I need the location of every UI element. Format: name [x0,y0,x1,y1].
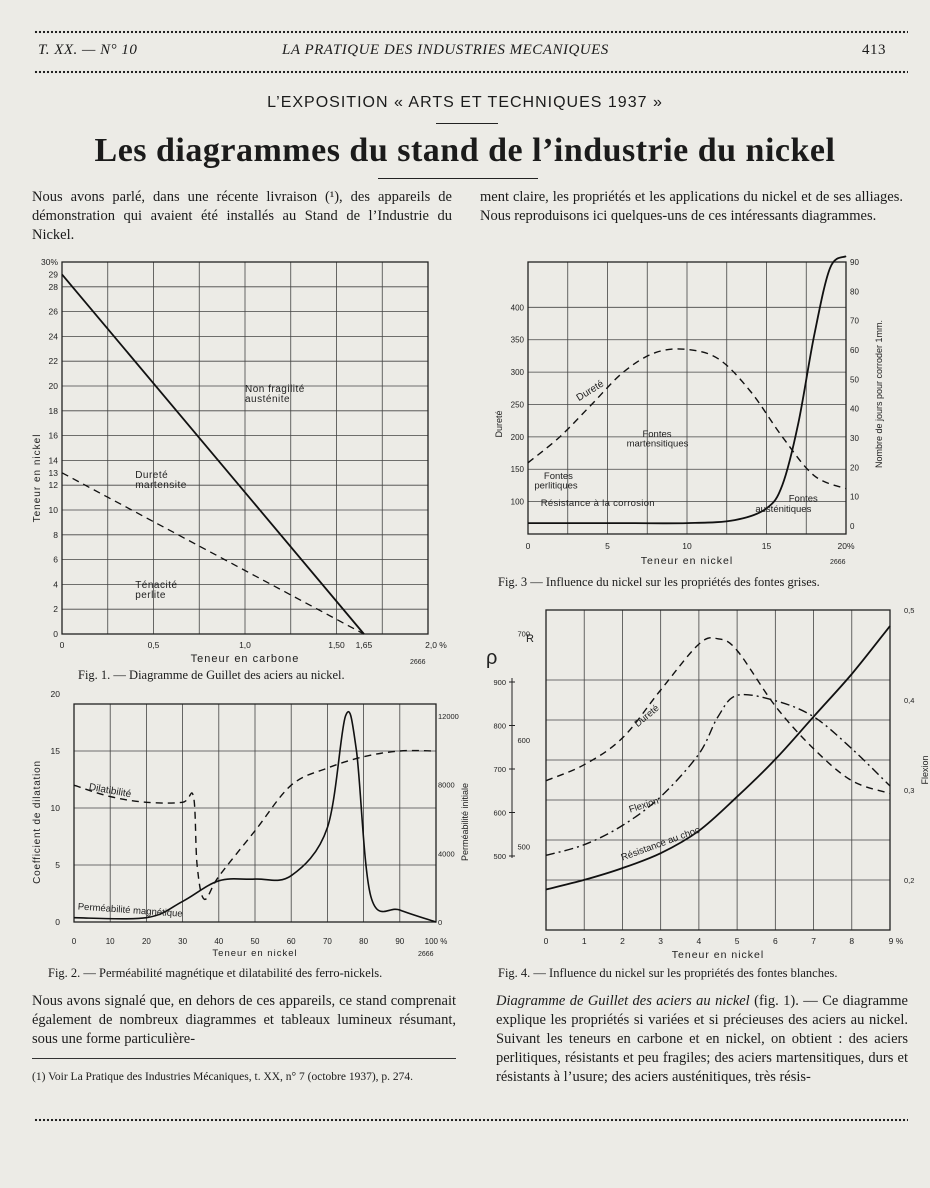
fig3-xtick-label: 10 [682,541,692,551]
fig1-xtick-label: 1,0 [239,640,251,650]
fig2-xtick-label: 80 [359,937,369,946]
footnote-rule [32,1058,456,1059]
fig1-xlabel: Teneur en carbone [190,653,300,665]
fig3-region-label: martensitiques [626,438,689,450]
fig4-frame [546,610,890,930]
fig3-chart [490,254,910,574]
article-kicker: L’EXPOSITION « ARTS ET TECHNIQUES 1937 » [267,94,663,111]
bottom-dotted-rule [34,1118,908,1122]
fig2-series-label: Perméabilité magnétique [77,901,184,920]
fig4-axis-rho-tick: 500 [493,852,506,861]
fig3-yleft-tick: 400 [510,303,524,313]
fig3-yright-tick: 30 [850,434,859,443]
fig1-region-label: perlite [135,590,166,602]
fig2-ylabel-left: Coefficient de dilatation [32,760,43,884]
fig1-region-label: Non fragilité [245,384,305,396]
fig2-xtick-label: 10 [105,937,115,946]
fig3-yright-tick: 50 [850,375,859,385]
fig4-xtick-label: 3 [658,936,664,946]
fig2-xtick-label: 40 [214,937,224,946]
fig2-xtick-label: 30 [178,937,188,946]
fig4-caption: Fig. 4. — Influence du nickel sur les propriétés des fontes blanches. [498,966,838,980]
fig2-xtick-label: 0 [71,937,77,946]
intro-right: ment claire, les propriétés et les applications du nickel et de ses alliages. Nous reproduisons ici quelques-uns de ces intéressants diagrammes. [480,189,903,224]
fig3-xlabel: Teneur en nickel [640,555,734,567]
fig1-ytick-label: 0 [53,629,58,639]
fig3-xtick-label: 15 [761,541,772,551]
fig3-yleft-tick: 150 [510,465,524,475]
fig2-yleft-tick: 0 [55,917,60,927]
fig2-yright-tick: 4000 [438,849,455,859]
fig2-chart [28,689,470,960]
fig3-yright-tick: 80 [850,287,859,297]
intro-left: Nous avons parlé, dans une récente livraison (¹), des appareils de démonstration qui avaient été installés au Stand de l’Industrie du Nickel. [32,189,452,243]
fig4-series-label: Résistance au choc [619,824,702,864]
fig2-ylabel-right: Perméabilité initiale [460,782,470,862]
fig4-axis-R-tick: 500 [517,842,530,852]
fig2-xlabel: Teneur en nickel [212,948,298,959]
fig3-caption: Fig. 3 — Influence du nickel sur les propriétés des fontes grises. [498,575,820,589]
fig4-xtick-label: 1 [581,936,587,946]
fig3-yleft-tick: 250 [510,400,524,410]
fig4-xtick-label: 4 [696,936,702,946]
fig4-series-1 [546,695,890,856]
title-underline [378,178,538,179]
kicker-rule [436,123,498,124]
fig2-xtick-label: 90 [395,937,405,946]
fig2-xtick-label: 60 [286,937,296,946]
fig3-yright-tick: 0 [850,522,855,531]
fig3-mark: 2666 [830,559,846,566]
header-journal: LA PRATIQUE DES INDUSTRIES MECANIQUES [282,42,609,58]
fig1-ytick-label: 4 [53,579,58,590]
fig2-yright-tick: 0 [438,918,443,927]
fig3-xtick-label: 5 [605,541,610,551]
fig4-xtick-label: 8 [849,936,855,946]
fig3-xtick-label: 20% [837,541,855,551]
fig1-xtick-label: 1,65 [355,640,373,650]
fig4-series-2 [546,626,890,890]
fig4-xtick-label: 7 [811,936,816,946]
body-right-heading: Diagramme de Guillet des aciers au nickel [496,993,750,1009]
fig1-ytick-label: 18 [48,405,58,416]
fig1-series-0 [62,274,364,634]
footnote: (1) Voir La Pratique des Industries Mécaniques, t. XX, n° 7 (octobre 1937), p. 274. [32,1071,414,1083]
fig1-ylabel: Teneur en nickel [32,433,43,523]
fig2-xtick-label: 100 % [424,937,448,946]
header-page: 413 [862,42,886,58]
fig3-yleft-tick: 300 [510,368,524,378]
fig4-axis-R-tick: 700 [517,629,530,639]
fig4-series-label: Flexion [627,795,661,816]
fig3-yright-tick: 40 [850,404,859,414]
fig1-ytick-label: 13 [48,467,58,478]
body-left: Nous avons signalé que, en dehors de ces appareils, ce stand comprenait également de nombreux diagrammes et tableaux lumineux résumant, sous une forme particulière- [32,993,456,1047]
fig2-xtick-label: 50 [250,937,260,946]
fig4-series-label: Dureté [632,702,662,730]
fig2-yleft-tick: 15 [50,746,60,756]
fig1-caption: Fig. 1. — Diagramme de Guillet des aciers au nickel. [78,668,345,682]
fig1-ytick-label: 22 [48,356,58,367]
fig2-yleft-tick: 5 [55,860,60,870]
fig2-series-label: Dilatibilité [87,781,133,801]
body-right-text: Ce diagramme explique les propriétés si variées et si précieuses des aciers au nickel. Suivant les teneurs en carbone et en nickel, on obtient : des aciers perlitiques, résistants et peu fragiles; des aciers martensitiques, durs et résistants à l’usure; des aciers austénitiques, très résis- [496,993,908,1085]
fig3-region-label: austénitiques [755,503,812,515]
fig3-yright-tick: 20 [850,463,859,473]
fig1-xtick-label: 1,50 [328,640,345,650]
fig1-ytick-label: 30% [40,257,58,267]
fig1-xtick-label: 0,5 [147,640,160,650]
fig4-xtick-label: 2 [620,936,625,946]
fig4-xtick-label: 6 [772,936,778,946]
fig1-ytick-label: 29 [48,269,58,280]
fig1-ytick-label: 20 [48,381,58,391]
fig2-yleft-tick: 20 [50,689,60,699]
fig4-xtick-label: 5 [734,936,740,946]
fig3-series-label: Résistance à la corrosion [540,498,655,510]
fig2-xtick-label: 70 [322,937,332,946]
fig3-ylabel-left: Dureté [494,410,504,438]
fig3-yright-tick: 70 [850,316,859,326]
fig1-ytick-label: 26 [48,306,58,317]
fig1-ytick-label: 14 [48,455,58,466]
fig1-xtick-label: 2,0 % [425,640,447,650]
fig2-xtick-label: 20 [141,937,151,946]
fig1-series-1 [62,473,364,634]
fig3-yright-tick: 60 [850,346,859,355]
fig3-xtick-label: 0 [525,541,531,551]
fig4-axis-rho-tick: 900 [493,678,506,687]
fig3-region-label: Fontes [788,493,818,505]
fig3-series-label: Dureté [574,378,606,404]
fig3-yleft-tick: 100 [510,497,524,507]
fig2-yright-tick: 12000 [438,712,459,721]
fig2-yleft-tick: 10 [50,803,60,813]
fig1-ytick-label: 2 [53,604,58,615]
fig4-axis-rho-tick: 600 [493,808,506,818]
fig4-axis-rho-label: ρ [486,647,498,669]
fig1-mark: 2666 [410,659,426,666]
fig1-ytick-label: 6 [53,554,58,565]
fig1-ytick-label: 12 [48,480,58,491]
fig1-region-label: Ténacité [135,580,178,592]
fig4-axis-R-tick: 600 [517,736,530,745]
fig1-region-label: martensite [135,479,187,491]
fig4-axis-flexion-label: Flexion [920,755,930,785]
fig3-yright-tick: 10 [850,492,859,502]
fig2-yright-tick: 8000 [438,780,455,790]
header-volume: T. XX. — N° 10 [38,42,138,58]
fig4-axis-flexion-tick: 0,3 [904,786,915,795]
fig2-mark: 2666 [418,951,434,958]
fig4-xtick-label: 9 % [888,936,904,946]
top-dotted-rule [34,30,908,34]
fig1-ytick-label: 10 [48,505,58,515]
fig2-caption: Fig. 2. — Perméabilité magnétique et dilatabilité des ferro-nickels. [48,966,383,980]
fig4-axis-flexion-tick: 0,4 [904,696,915,705]
fig1-xtick-label: 0 [59,640,65,650]
fig1-chart [28,252,448,672]
fig3-yleft-tick: 350 [510,335,524,345]
fig1-ytick-label: 28 [48,281,58,292]
fig4-chart [478,600,930,964]
fig1-ytick-label: 24 [48,331,58,342]
header-dotted-rule [34,70,908,74]
fig4-axis-flexion-tick: 0,2 [904,876,915,885]
fig3-yright-tick: 90 [850,258,859,267]
fig4-axis-R-label: R [526,633,534,645]
fig1-ytick-label: 8 [53,529,58,540]
fig3-region-label: perlitiques [534,480,578,492]
article-title: Les diagrammes du stand de l’industrie du nickel [94,132,836,169]
fig1-ytick-label: 16 [48,430,58,441]
fig4-axis-rho-tick: 700 [493,765,506,774]
fig4-axis-rho-tick: 800 [493,721,506,731]
body-right [496,992,908,1087]
fig3-ylabel-right: Nombre de jours pour corroder 1mm. [874,319,884,469]
fig3-region-label: Fontes [642,428,672,440]
fig1-region-label: Dureté [135,469,169,481]
fig4-xtick-label: 0 [543,936,549,946]
fig4-xlabel: Teneur en nickel [671,949,765,961]
fig1-region-label: austénite [245,394,291,406]
fig3-region-label: Fontes [543,470,573,482]
body-right-ref: (fig. 1). — [749,993,818,1009]
fig4-axis-flexion-tick: 0,5 [904,606,915,615]
fig3-yleft-tick: 200 [510,432,524,442]
